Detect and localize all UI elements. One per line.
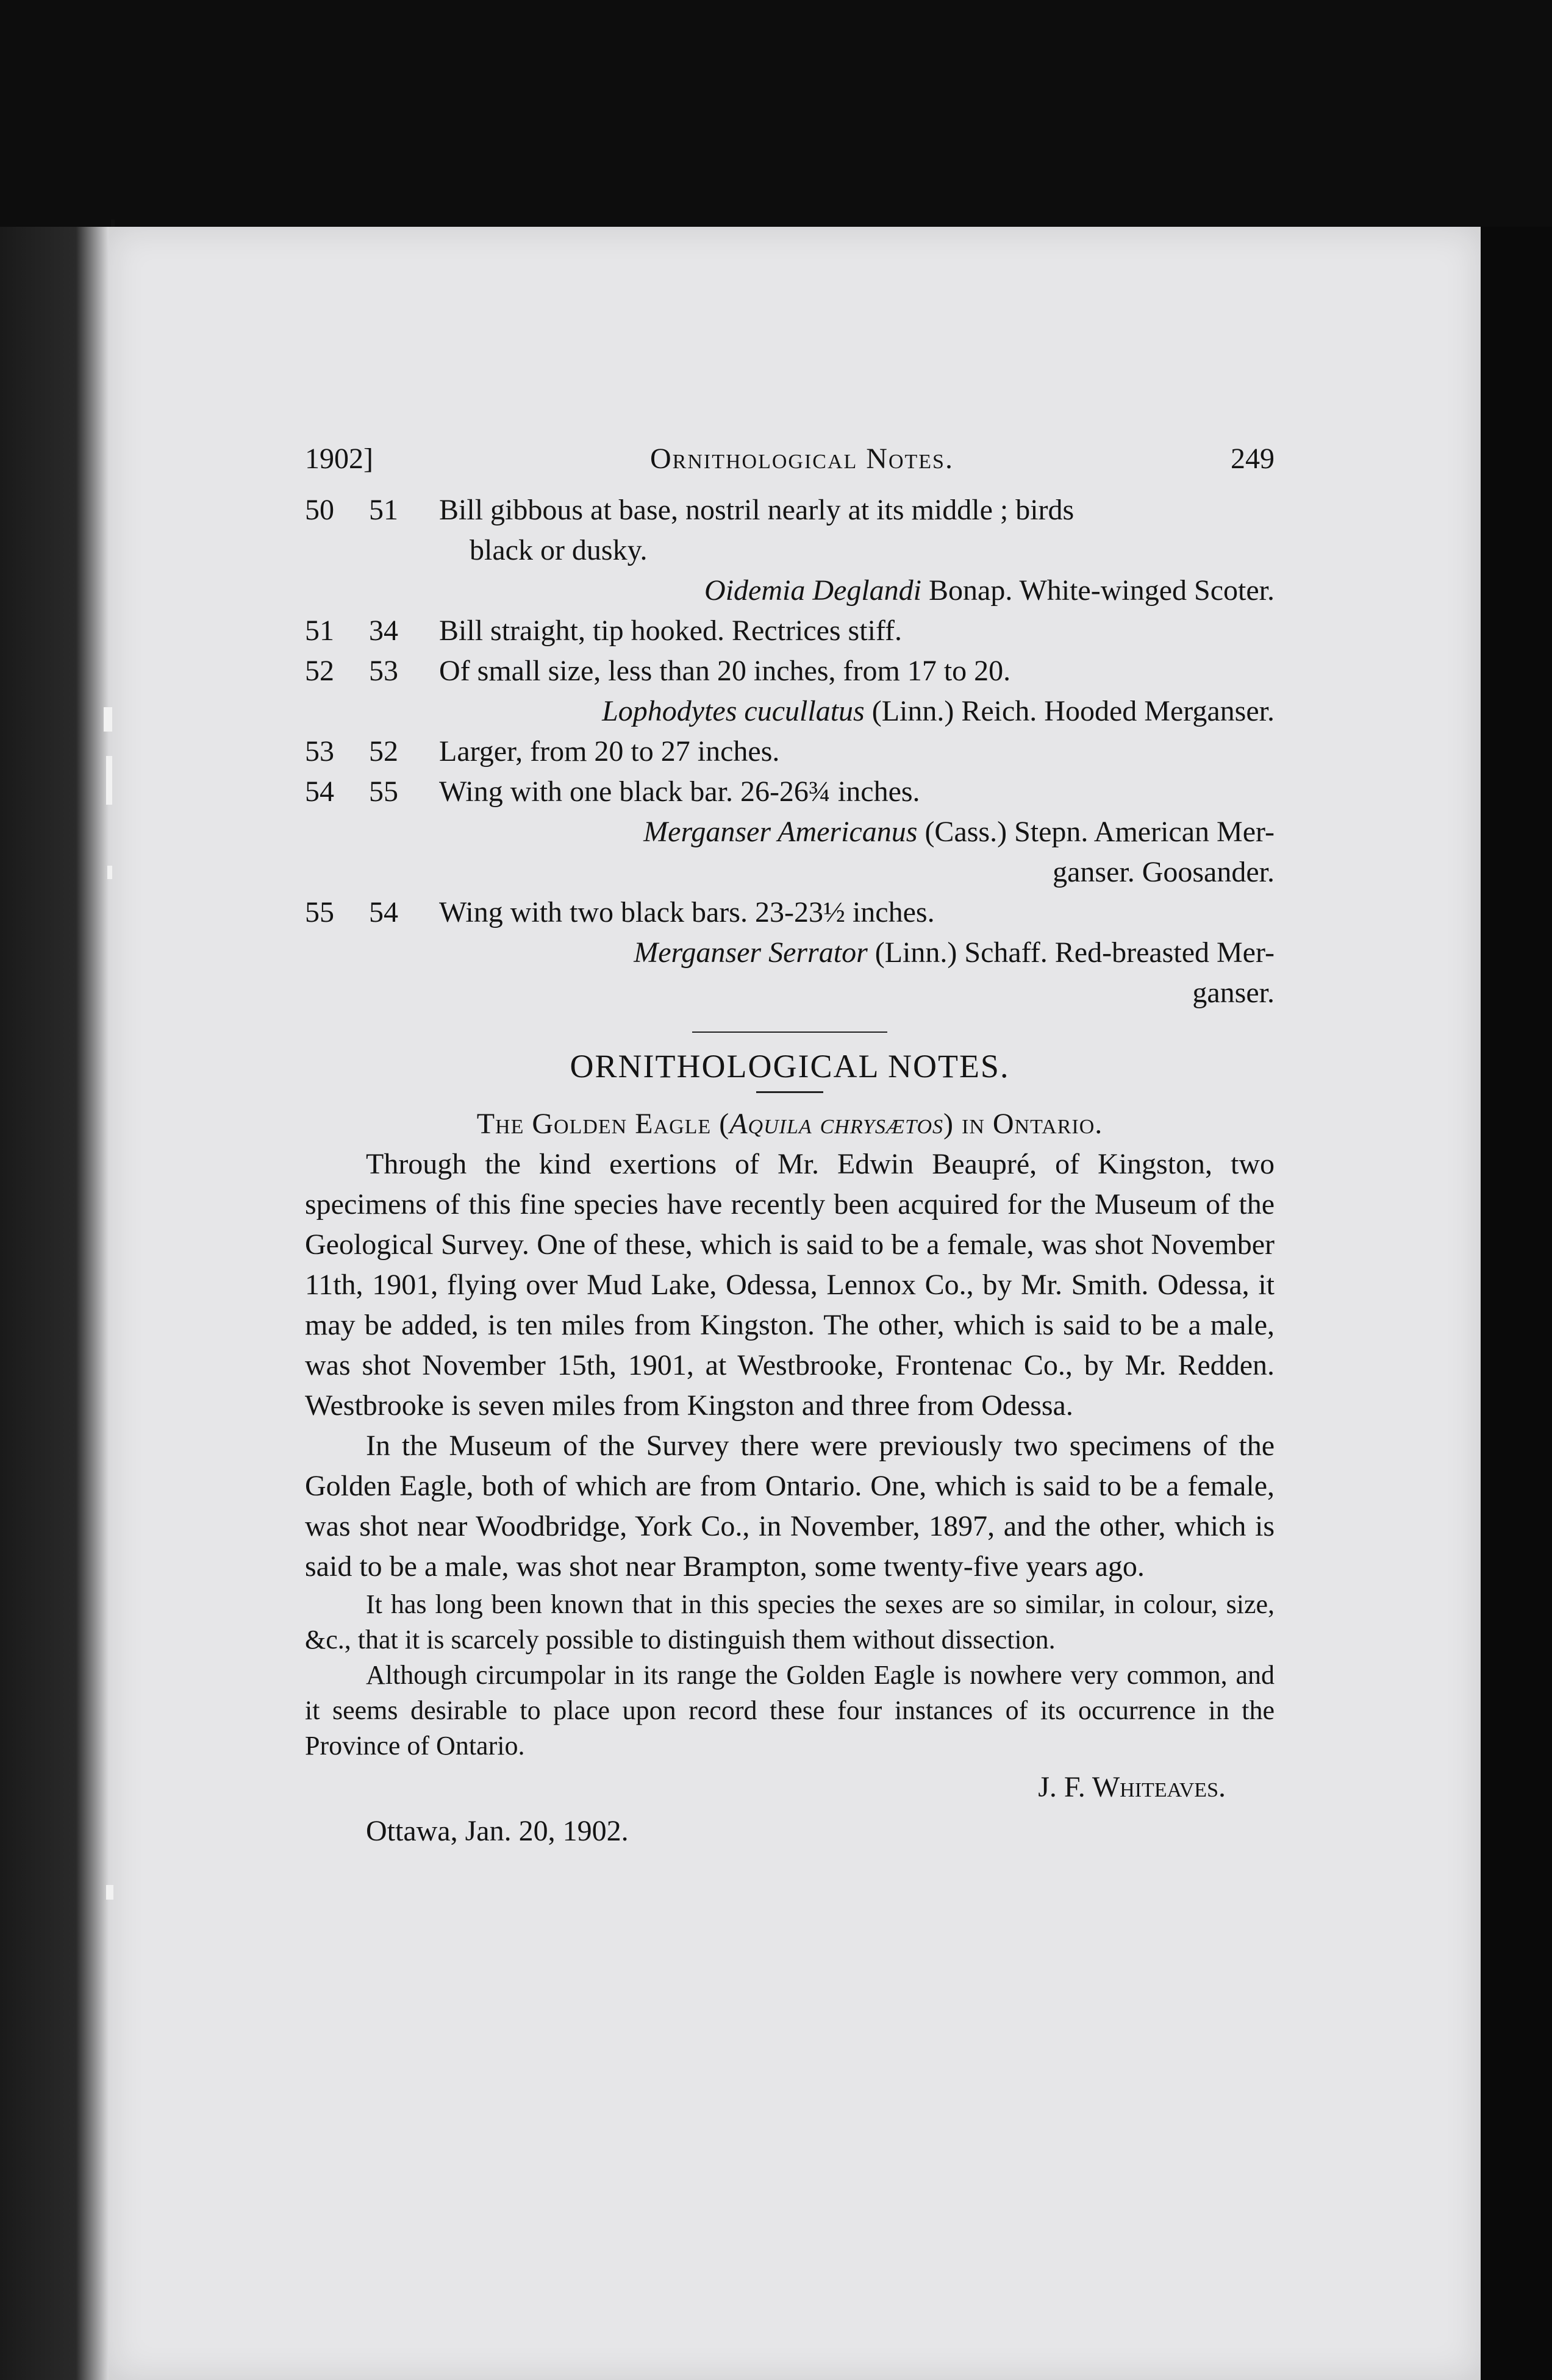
scan-artifact [106,756,112,805]
title-rule [756,1091,823,1093]
scan-artifact [106,1885,113,1900]
page-content [305,439,1275,1851]
article-title-end: ) in Ontario. [943,1108,1103,1140]
species-authority-common: Bonap. White-winged Scoter. [921,574,1275,607]
key-entry [305,732,1275,772]
key-text: Larger, from 20 to 27 inches. [439,735,780,768]
article-paragraph: Through the kind exertions of Mr. Edwin Beaupré, of Kingston, two specimens of this fine species have recently been acquired for the Museum of the Geological Survey. One of these, which is said to be a female, was shot November 11th, 1901, flying over Mud Lake, Odessa, Lennox Co., by Mr. Smith. Odessa, it may be added, is ten miles from Kingston. The other, which is said to be a male, was shot November 15th, 1901, at Westbrooke, Frontenac Co., by Mr. Redden. Westbrooke is seven miles from Kingston and three from Odessa. [305,1148,1275,1422]
species-line [305,812,1275,852]
species-scientific-name: Merganser Serrator [634,936,868,969]
running-head-year: 1902] [305,443,373,475]
key-number: 50 [305,494,334,526]
key-text-continued: black or dusky. [470,534,648,566]
running-head [305,439,1275,479]
key-text: Wing with one black bar. 26-26¾ inches. [439,775,920,808]
key-list [305,490,1275,1013]
key-reference: 54 [369,896,398,928]
key-number: 53 [305,735,334,768]
key-entry [305,490,1275,611]
key-number: 55 [305,896,334,928]
species-scientific-name: Oidemia Deglandi [704,574,921,607]
species-line [305,571,1275,611]
species-line [305,933,1275,973]
key-number: 52 [305,655,334,687]
key-reference: 52 [369,735,398,768]
section-title: ORNITHOLOGICAL NOTES. [570,1048,1010,1085]
scan-artifact [107,866,112,879]
species-authority-common: (Cass.) Stepn. American Mer- [917,816,1275,848]
key-number: 51 [305,615,334,647]
article-paragraph: In the Museum of the Survey there were previously two specimens of the Golden Eagle, both of which are from Ontario. One, which is said to be a female, was shot near Woodbridge, York Co., in November, 1897, and the other, which is said to be a male, was shot near Brampton, some twenty-five years ago. [305,1430,1275,1583]
key-entry [305,772,1275,892]
species-authority-common: (Linn.) Schaff. Red-breasted Mer- [867,936,1275,969]
section-divider [692,1031,887,1033]
key-reference: 51 [369,494,398,526]
species-line [305,691,1275,732]
running-head-title: Ornithological Notes. [650,443,954,475]
article-paragraph-small: Although circumpolar in its range the Golden Eagle is nowhere very common, and it seems desirable to place upon record these four instances of its occurrence in the Province of Ontario. [305,1660,1275,1761]
scan-background-right [1481,227,1552,2380]
book-binding [0,227,109,2380]
article-paragraph-small: It has long been known that in this species the sexes are so similar, in colour, size, &c., that it is scarcely possible to distinguish them without dissection. [305,1589,1275,1655]
species-scientific-name: Lophodytes cucullatus [602,695,865,727]
key-reference: 55 [369,775,398,808]
dateline: Ottawa, Jan. 20, 1902. [366,1815,629,1847]
scan-artifact [104,707,112,732]
key-number: 54 [305,775,334,808]
page-number: 249 [1230,443,1275,475]
key-reference: 53 [369,655,398,687]
species-authority-common: (Linn.) Reich. Hooded Merganser. [864,695,1275,727]
key-entry [305,892,1275,1013]
species-scientific-name: Merganser Americanus [643,816,918,848]
key-entry [305,651,1275,732]
key-reference: 34 [369,615,398,647]
author-signature: J. F. Whiteaves. [1038,1771,1226,1803]
key-text: Bill gibbous at base, nostril nearly at its middle ; birds [439,494,1075,526]
key-text: Bill straight, tip hooked. Rectrices stiff. [439,615,902,647]
key-text: Of small size, less than 20 inches, from 17 to 20. [439,655,1011,687]
article-title-start: The Golden Eagle ( [476,1108,730,1140]
article-title-scientific-name: Aquila chrysætos [729,1108,944,1140]
article-title [305,1104,1275,1144]
key-text: Wing with two black bars. 23-23½ inches. [439,896,935,928]
species-line-continued: ganser. Goosander. [1053,856,1275,888]
species-line-continued: ganser. [1192,977,1275,1009]
key-entry [305,611,1275,651]
